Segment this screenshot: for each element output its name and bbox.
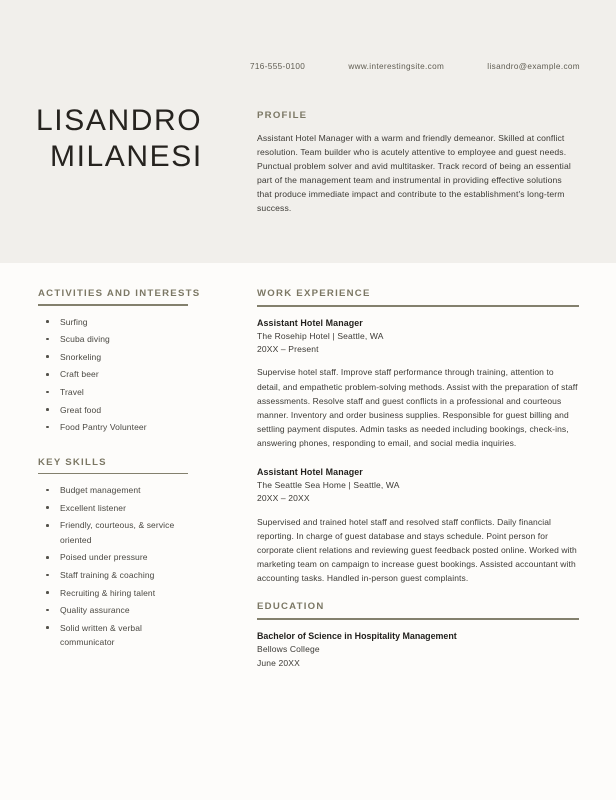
skills-heading: KEY SKILLS (38, 456, 107, 468)
profile-heading: PROFILE (257, 110, 308, 121)
activities-section (38, 288, 201, 435)
job-entry (257, 466, 579, 585)
job-description: Supervised and trained hotel staff and resolved staff conflicts. Daily financial reporting. In charge of guest database and stays schedule. Point person for corporate client relations and reviewing guest feedback posted online. Worked with marketing team on campaign to increase guest bookings. Assisted accountant with accounting tasks. Handled in-person guest complaints. (257, 516, 577, 584)
activities-rule (38, 304, 188, 306)
list-item: Great food (38, 403, 193, 417)
list-item: Travel (38, 385, 193, 399)
name-last: MILANESI (50, 140, 203, 173)
list-item: Solid written & verbal communicator (38, 621, 193, 650)
job-title: Assistant Hotel Manager (257, 466, 363, 477)
profile-text: Assistant Hotel Manager with a warm and friendly demeanor. Skilled at conflict resolution. Team builder who is acutely attentive to employee and guest needs. Punctual problem solver and avid multitasker. Track record of being an essential part of the management team and instrumental in providing effective solutions that produce immediate impact and contribute to the establishment's long-term success. (257, 133, 571, 214)
list-item: Recruiting & hiring talent (38, 586, 193, 600)
work-experience-section (257, 288, 579, 585)
contact-row (250, 62, 580, 71)
profile-section (257, 110, 579, 216)
education-date: June 20XX (257, 657, 300, 668)
job-employer: The Rosehip Hotel | Seattle, WA (257, 330, 384, 341)
education-rule (257, 618, 579, 620)
phone-text: 716-555-0100 (250, 62, 306, 71)
activities-list (38, 315, 193, 435)
name-first: LISANDRO (36, 104, 203, 137)
skills-list (38, 483, 193, 649)
list-item: Budget management (38, 483, 193, 497)
list-item: Poised under pressure (38, 550, 193, 564)
sidebar-column (38, 288, 201, 653)
list-item: Scuba diving (38, 332, 193, 346)
job-description: Supervise hotel staff. Improve staff performance through training, attention to detail, and empathetic problem-solving methods. Assist with the preparation of staff assessments. Resolve staff and guest conflicts in a professional and courteous manner. Inventory and order business supplies. Responsible for guest billing and settling payment disputes. Admin tasks as needed including bookings, check-ins, answering phones, responding to email, and social media inquiries. (257, 367, 578, 448)
list-item: Excellent listener (38, 501, 193, 515)
skills-section (38, 457, 193, 650)
candidate-name (36, 103, 241, 175)
activities-heading: ACTIVITIES AND INTERESTS (38, 288, 201, 299)
website-text: www.interestingsite.com (348, 62, 445, 71)
work-experience-rule (257, 305, 579, 307)
main-column (257, 288, 579, 670)
skills-rule (38, 473, 188, 475)
list-item: Food Pantry Volunteer (38, 420, 193, 434)
education-degree: Bachelor of Science in Hospitality Management (257, 630, 457, 641)
list-item: Surfing (38, 315, 193, 329)
list-item: Craft beer (38, 367, 193, 381)
job-entry (257, 317, 579, 450)
education-heading: EDUCATION (257, 601, 325, 613)
list-item: Friendly, courteous, & service oriented (38, 518, 193, 547)
list-item: Staff training & coaching (38, 568, 193, 582)
job-dates: 20XX – 20XX (257, 493, 310, 504)
job-dates: 20XX – Present (257, 344, 319, 354)
list-item: Snorkeling (38, 350, 193, 364)
job-title: Assistant Hotel Manager (257, 317, 363, 328)
work-experience-heading: WORK EXPERIENCE (257, 288, 371, 299)
list-item: Quality assurance (38, 603, 193, 617)
email-text: lisandro@example.com (487, 62, 580, 71)
education-school: Bellows College (257, 644, 320, 655)
education-section (257, 601, 579, 670)
job-employer: The Seattle Sea Home | Seattle, WA (257, 479, 400, 490)
